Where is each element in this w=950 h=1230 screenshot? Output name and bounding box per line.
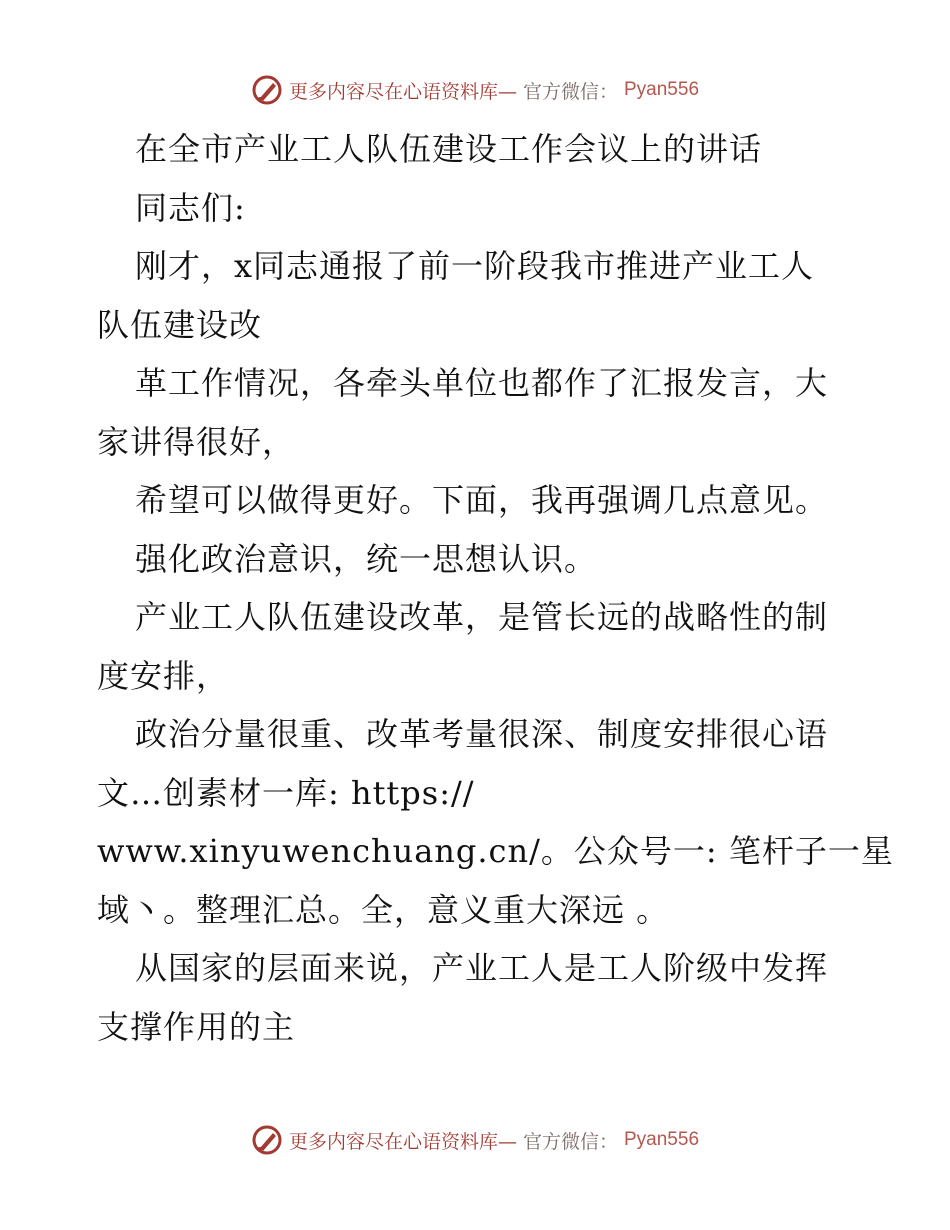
header-watermark-banner bbox=[0, 73, 950, 107]
paragraph-line: 域丶。整理汇总。全，意义重大深远 。 bbox=[97, 890, 670, 929]
footer-watermark-banner bbox=[0, 1123, 950, 1157]
paragraph-line: 家讲得很好， bbox=[97, 422, 296, 461]
banner-wechat-label: 官方微信： bbox=[522, 80, 618, 103]
banner-account: Pyan556 bbox=[624, 1129, 700, 1150]
document-title: 在全市产业工人队伍建设工作会议上的讲话 bbox=[135, 130, 763, 168]
banner-text: 更多内容尽在心语资料库— bbox=[288, 80, 517, 103]
paragraph-line: 度安排， bbox=[97, 656, 230, 695]
paragraph-line: 产业工人队伍建设改革，是管长远的战略性的制 bbox=[135, 598, 829, 636]
paragraph-line: 政治分量很重、改革考量很深、制度安排很心语 bbox=[135, 715, 829, 753]
banner-account: Pyan556 bbox=[624, 79, 700, 100]
paragraph-line: 队伍建设改 bbox=[97, 305, 263, 344]
banner-wechat-label: 官方微信： bbox=[522, 1130, 618, 1153]
paragraph-line: 从国家的层面来说，产业工人是工人阶级中发挥 bbox=[135, 949, 829, 987]
paragraph-line: 希望可以做得更好。下面，我再强调几点意见。 bbox=[135, 481, 829, 519]
paragraph-line: 文…创素材一库: https:// bbox=[97, 773, 475, 812]
document-body bbox=[97, 120, 894, 1056]
paragraph-line: 刚才，x同志通报了前一阶段我市推进产业工人 bbox=[135, 247, 815, 285]
pen-seal-logo-icon bbox=[251, 1124, 283, 1156]
paragraph-line: 支撑作用的主 bbox=[97, 1007, 296, 1046]
section-heading: 强化政治意识，统一思想认识。 bbox=[135, 539, 598, 578]
paragraph-line: www.xinyuwenchuang.cn/。公众号一: 笔杆子一星 bbox=[97, 832, 894, 870]
banner-text: 更多内容尽在心语资料库— bbox=[288, 1130, 517, 1153]
salutation: 同志们: bbox=[135, 188, 246, 227]
paragraph-line: 革工作情况，各牵头单位也都作了汇报发言，大 bbox=[135, 364, 829, 402]
pen-seal-logo-icon bbox=[251, 74, 283, 106]
